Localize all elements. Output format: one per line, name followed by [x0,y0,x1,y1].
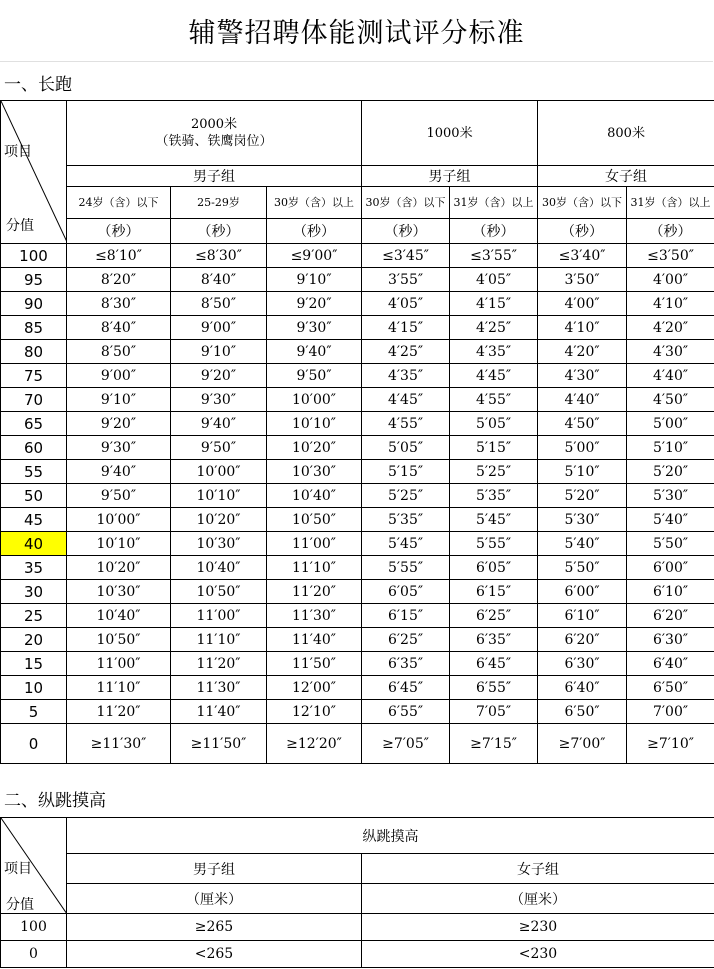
height-cell: <265 [67,941,362,968]
time-cell: 7′05″ [450,700,538,724]
score-cell: 90 [1,292,67,316]
time-cell: 6′15″ [362,604,450,628]
time-cell: 9′20″ [171,364,267,388]
page-title: 辅警招聘体能测试评分标准 [0,0,713,62]
time-cell: 10′50″ [171,580,267,604]
time-cell: 4′20″ [627,316,714,340]
time-cell: 4′20″ [538,340,627,364]
time-cell: 5′10″ [627,436,714,460]
time-cell: ≥7′10″ [627,724,714,764]
time-cell: 4′45″ [362,388,450,412]
time-cell: 11′00″ [267,532,362,556]
height-cell: ≥230 [362,914,714,941]
time-cell: ≥11′30″ [67,724,171,764]
time-cell: 9′20″ [267,292,362,316]
time-cell: 9′40″ [67,460,171,484]
time-cell: 6′55″ [450,676,538,700]
unit-seconds: （秒） [171,219,267,244]
time-cell: 10′00″ [67,508,171,532]
table-row [1,652,714,676]
score-cell: 95 [1,268,67,292]
table-row [1,580,714,604]
group-male-1000m: 男子组 [362,166,538,187]
time-cell: 9′10″ [67,388,171,412]
time-cell: 10′10″ [267,412,362,436]
unit-seconds: （秒） [67,219,171,244]
time-cell: 5′15″ [450,436,538,460]
time-cell: ≤3′45″ [362,244,450,268]
time-cell: 4′05″ [362,292,450,316]
time-cell: 5′45″ [450,508,538,532]
time-cell: 3′50″ [538,268,627,292]
time-cell: 11′00″ [171,604,267,628]
time-cell: 12′00″ [267,676,362,700]
time-cell: 11′20″ [171,652,267,676]
time-cell: 6′50″ [627,676,714,700]
time-cell: ≥7′00″ [538,724,627,764]
time-cell: 9′10″ [171,340,267,364]
time-cell: 4′50″ [627,388,714,412]
score-cell: 55 [1,460,67,484]
score-cell: 70 [1,388,67,412]
unit-male-jump: （厘米） [67,884,362,914]
time-cell: 5′20″ [627,460,714,484]
score-cell: 100 [1,244,67,268]
time-cell: 9′50″ [267,364,362,388]
time-cell: 9′30″ [171,388,267,412]
time-cell: 6′20″ [627,604,714,628]
time-cell: 9′30″ [67,436,171,460]
time-cell: 6′55″ [362,700,450,724]
event-2000m-note: （铁骑、铁鹰岗位） [155,134,273,149]
section-heading-jump: 二、纵跳摸高 [4,791,106,811]
time-cell: 4′55″ [450,388,538,412]
height-cell: <230 [362,941,714,968]
time-cell: 5′05″ [450,412,538,436]
time-cell: 9′00″ [171,316,267,340]
height-cell: ≥265 [67,914,362,941]
unit-seconds: （秒） [267,219,362,244]
time-cell: 6′10″ [538,604,627,628]
time-cell: ≤8′30″ [171,244,267,268]
time-cell: 4′00″ [538,292,627,316]
table-row [1,941,714,968]
time-cell: 10′40″ [267,484,362,508]
time-cell: 5′30″ [627,484,714,508]
time-cell: 5′05″ [362,436,450,460]
time-cell: 9′20″ [67,412,171,436]
score-cell: 20 [1,628,67,652]
jump-score-table [0,817,714,968]
time-cell: ≤3′55″ [450,244,538,268]
table-row [1,604,714,628]
time-cell: 9′50″ [67,484,171,508]
time-cell: 5′35″ [450,484,538,508]
time-cell: 6′25″ [362,628,450,652]
time-cell: 6′20″ [538,628,627,652]
time-cell: 5′10″ [538,460,627,484]
age-group-header: 30岁（含）以下 [538,187,627,219]
time-cell: 8′40″ [171,268,267,292]
time-cell: 6′05″ [362,580,450,604]
time-cell: 5′55″ [450,532,538,556]
time-cell: 10′40″ [67,604,171,628]
unit-female-jump: （厘米） [362,884,714,914]
time-cell: 6′10″ [627,580,714,604]
time-cell: 10′00″ [267,388,362,412]
time-cell: 11′40″ [171,700,267,724]
time-cell: 8′50″ [171,292,267,316]
time-cell: 9′10″ [267,268,362,292]
time-cell: 10′30″ [267,460,362,484]
time-cell: 9′30″ [267,316,362,340]
corner-label-item: 项目 [4,861,32,877]
time-cell: 5′00″ [538,436,627,460]
time-cell: 10′50″ [267,508,362,532]
time-cell: 8′50″ [67,340,171,364]
time-cell: 11′00″ [67,652,171,676]
time-cell: 6′30″ [538,652,627,676]
age-group-header: 31岁（含）以上 [627,187,714,219]
event-1000m-header: 1000米 [362,101,538,166]
group-female-jump: 女子组 [362,854,714,884]
table-row [1,244,714,268]
time-cell: 6′40″ [627,652,714,676]
score-cell: 85 [1,316,67,340]
score-cell: 80 [1,340,67,364]
score-cell: 65 [1,412,67,436]
time-cell: 4′40″ [538,388,627,412]
score-cell: 15 [1,652,67,676]
time-cell: 5′45″ [362,532,450,556]
time-cell: 5′25″ [450,460,538,484]
time-cell: 5′15″ [362,460,450,484]
time-cell: 11′20″ [67,700,171,724]
group-female-800m: 女子组 [538,166,714,187]
age-group-header: 31岁（含）以上 [450,187,538,219]
time-cell: 6′35″ [362,652,450,676]
time-cell: 7′00″ [627,700,714,724]
time-cell: 11′10″ [67,676,171,700]
table-row [1,628,714,652]
time-cell: 5′50″ [627,532,714,556]
table-row [1,436,714,460]
age-group-header: 30岁（含）以下 [362,187,450,219]
time-cell: 10′20″ [171,508,267,532]
group-male-2000m: 男子组 [67,166,362,187]
time-cell: 4′50″ [538,412,627,436]
event-800m-header: 800米 [538,101,714,166]
time-cell: 10′20″ [267,436,362,460]
time-cell: 9′40″ [171,412,267,436]
table-row [1,700,714,724]
score-cell: 75 [1,364,67,388]
score-cell: 35 [1,556,67,580]
time-cell: 8′20″ [67,268,171,292]
time-cell: ≥11′50″ [171,724,267,764]
score-cell: 10 [1,676,67,700]
time-cell: 6′40″ [538,676,627,700]
time-cell: ≥7′05″ [362,724,450,764]
table-row [1,556,714,580]
time-cell: 9′50″ [171,436,267,460]
table-row [1,676,714,700]
time-cell: 10′40″ [171,556,267,580]
time-cell: 11′30″ [171,676,267,700]
time-cell: 6′45″ [362,676,450,700]
time-cell: 3′55″ [362,268,450,292]
time-cell: 4′40″ [627,364,714,388]
time-cell: 4′00″ [627,268,714,292]
time-cell: ≤9′00″ [267,244,362,268]
time-cell: 10′30″ [67,580,171,604]
score-cell: 25 [1,604,67,628]
time-cell: 11′40″ [267,628,362,652]
time-cell: 4′10″ [627,292,714,316]
score-cell: 100 [1,914,67,941]
time-cell: 4′15″ [362,316,450,340]
time-cell: 6′05″ [450,556,538,580]
time-cell: 10′00″ [171,460,267,484]
table-row [1,460,714,484]
time-cell: 10′20″ [67,556,171,580]
time-cell: 9′00″ [67,364,171,388]
time-cell: 6′00″ [627,556,714,580]
time-cell: 6′45″ [450,652,538,676]
table-row [1,268,714,292]
time-cell: 6′25″ [450,604,538,628]
unit-seconds: （秒） [450,219,538,244]
table-row [1,388,714,412]
time-cell: ≥12′20″ [267,724,362,764]
time-cell: 11′10″ [171,628,267,652]
group-male-jump: 男子组 [67,854,362,884]
score-cell: 5 [1,700,67,724]
score-cell: 40 [1,532,67,556]
time-cell: 10′10″ [67,532,171,556]
time-cell: 10′30″ [171,532,267,556]
running-score-table [0,100,714,764]
jump-event-header: 纵跳摸高 [67,818,714,854]
section-heading-running: 一、长跑 [4,75,72,95]
time-cell: 4′05″ [450,268,538,292]
table-row [1,340,714,364]
table-row [1,508,714,532]
time-cell: 8′30″ [67,292,171,316]
time-cell: 5′30″ [538,508,627,532]
time-cell: ≤3′50″ [627,244,714,268]
time-cell: 11′50″ [267,652,362,676]
time-cell: 8′40″ [67,316,171,340]
table-row [1,484,714,508]
jump-corner-cell [1,818,67,914]
time-cell: 4′10″ [538,316,627,340]
time-cell: ≤8′10″ [67,244,171,268]
unit-seconds: （秒） [362,219,450,244]
event-2000m-header [67,101,362,166]
time-cell: 5′50″ [538,556,627,580]
corner-label-score: 分值 [6,218,34,234]
time-cell: 5′55″ [362,556,450,580]
time-cell: 6′00″ [538,580,627,604]
table-row [1,532,714,556]
time-cell: 11′20″ [267,580,362,604]
table-row [1,914,714,941]
time-cell: 5′40″ [627,508,714,532]
time-cell: 4′25″ [362,340,450,364]
score-cell: 60 [1,436,67,460]
time-cell: 4′35″ [362,364,450,388]
time-cell: 6′50″ [538,700,627,724]
time-cell: 10′50″ [67,628,171,652]
time-cell: 11′10″ [267,556,362,580]
score-cell: 30 [1,580,67,604]
time-cell: 4′15″ [450,292,538,316]
age-group-header: 24岁（含）以下 [67,187,171,219]
table-row [1,364,714,388]
time-cell: 4′45″ [450,364,538,388]
time-cell: 4′25″ [450,316,538,340]
score-cell: 45 [1,508,67,532]
time-cell: 5′35″ [362,508,450,532]
table-row [1,412,714,436]
time-cell: 6′35″ [450,628,538,652]
time-cell: 11′30″ [267,604,362,628]
time-cell: 10′10″ [171,484,267,508]
time-cell: 9′40″ [267,340,362,364]
time-cell: ≤3′40″ [538,244,627,268]
time-cell: 5′20″ [538,484,627,508]
unit-seconds: （秒） [627,219,714,244]
score-cell: 50 [1,484,67,508]
event-2000m-name: 2000米 [190,117,238,132]
time-cell: 4′30″ [627,340,714,364]
corner-label-score: 分值 [6,897,34,913]
time-cell: 4′55″ [362,412,450,436]
time-cell: 4′35″ [450,340,538,364]
time-cell: ≥7′15″ [450,724,538,764]
table-row [1,724,714,764]
corner-label-item: 项目 [4,144,32,160]
time-cell: 4′30″ [538,364,627,388]
unit-seconds: （秒） [538,219,627,244]
time-cell: 6′15″ [450,580,538,604]
running-corner-cell [1,101,67,244]
score-cell: 0 [1,941,67,968]
time-cell: 6′30″ [627,628,714,652]
score-cell: 0 [1,724,67,764]
table-row [1,316,714,340]
age-group-header: 25-29岁 [171,187,267,219]
time-cell: 12′10″ [267,700,362,724]
time-cell: 5′40″ [538,532,627,556]
age-group-header: 30岁（含）以上 [267,187,362,219]
table-row [1,292,714,316]
time-cell: 5′25″ [362,484,450,508]
time-cell: 5′00″ [627,412,714,436]
